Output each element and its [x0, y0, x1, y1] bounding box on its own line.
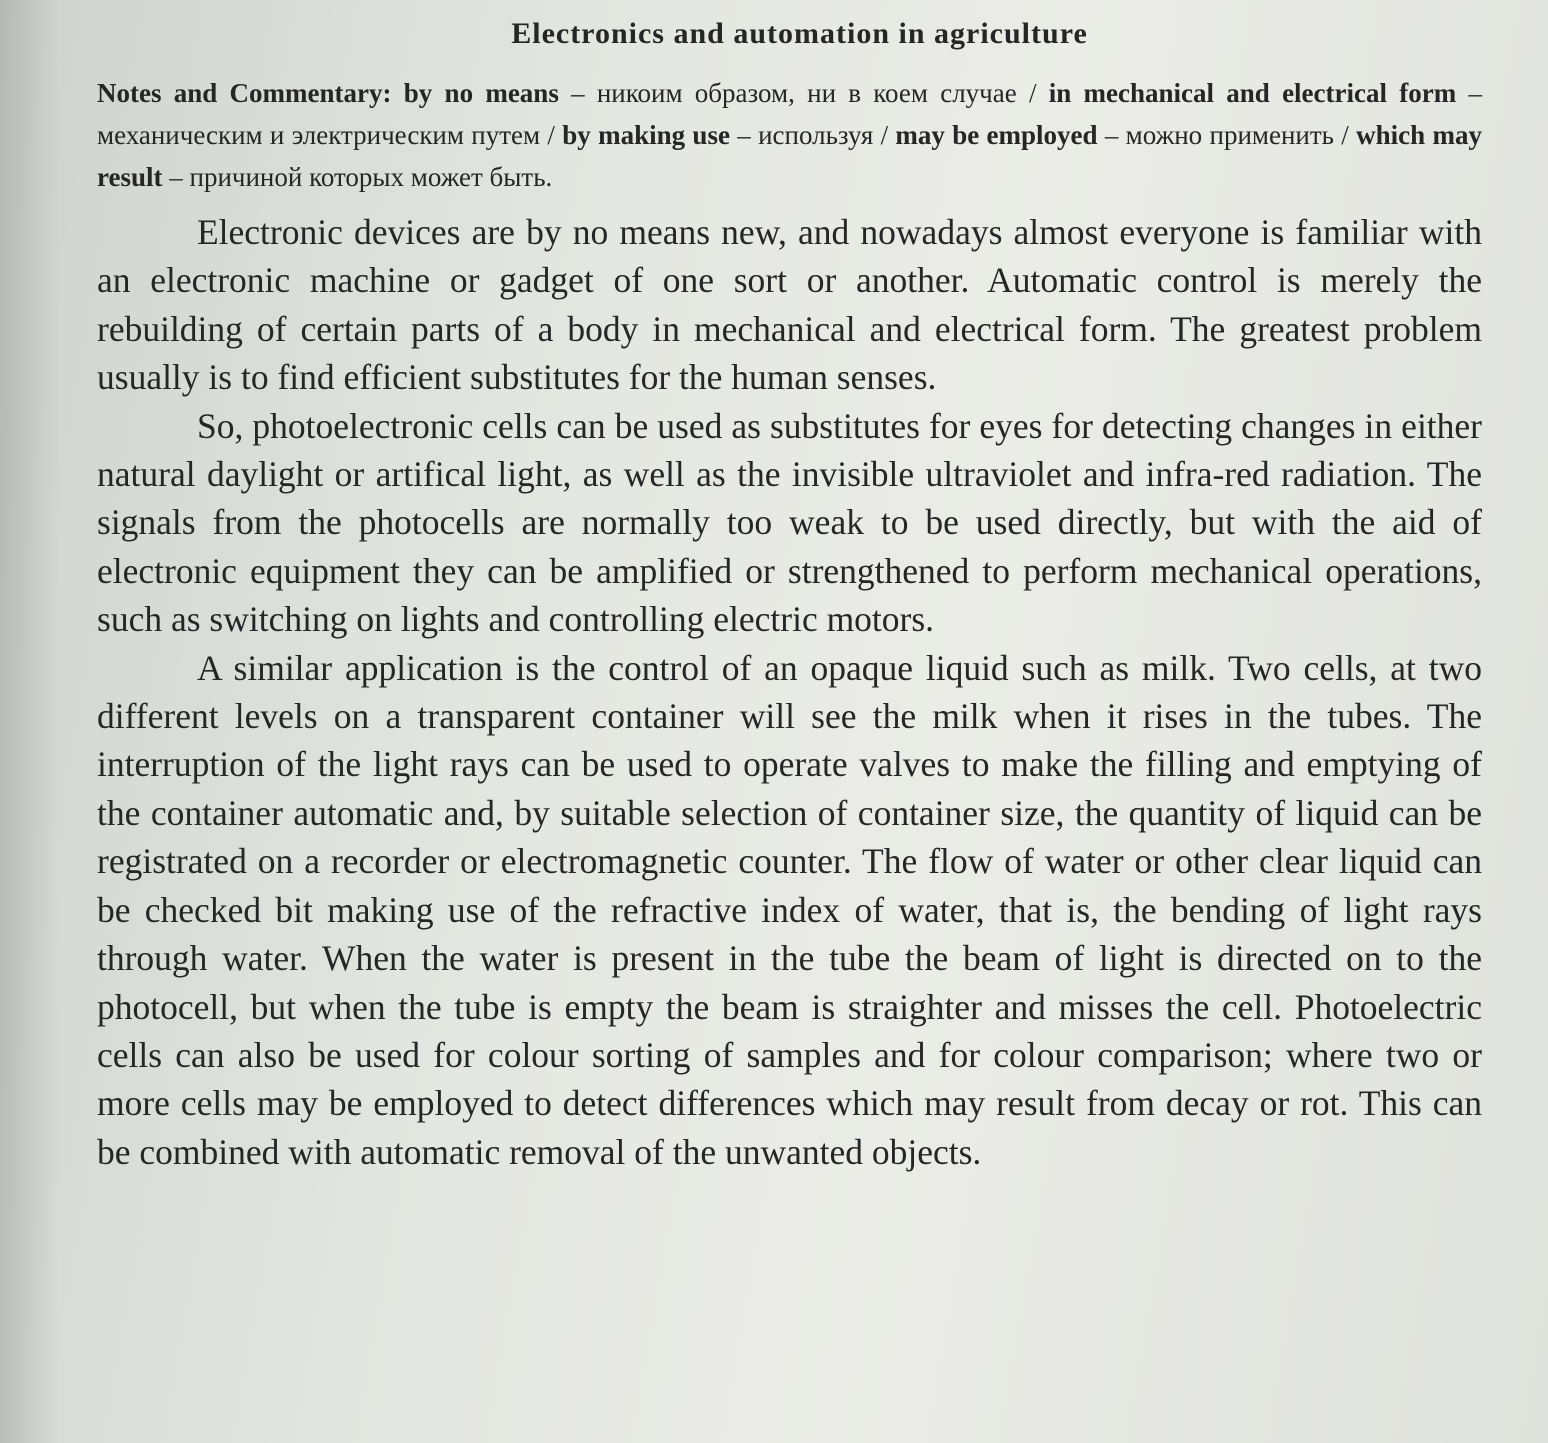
- body-paragraph: So, photoelectronic cells can be used as substitutes for eyes for detecting changes in either natural daylight or artifical light, as well as the invisible ultraviolet and infra-red radiation. The signals from the photocells are normally too weak to be used directly, but with the aid of electronic equipment they can be amplified or strengthened to perform mechanical operations, such as switching on lights and controlling electric motors.: [97, 405, 1482, 640]
- note-translation: можно применить: [1125, 120, 1334, 150]
- note-translation: причиной которых может быть.: [189, 162, 553, 192]
- page-shadow: [0, 0, 60, 1443]
- page-content: [97, 14, 1482, 1176]
- note-translation: механическим и электрическим путем: [97, 120, 541, 150]
- note-translation: никоим образом, ни в коем случае: [596, 78, 1017, 108]
- note-term: by making use: [562, 120, 730, 150]
- note-term: may be employed: [895, 120, 1098, 150]
- page-title: Electronics and automation in agriculture: [511, 17, 1088, 50]
- note-translation: используя: [758, 120, 874, 150]
- body-paragraph: Electronic devices are by no means new, and nowadays almost everyone is familiar with an electronic machine or gadget of one sort or another. Automatic control is merely the rebuilding of certain parts of a body in mechanical and electrical form. The greatest problem usually is to find efficient substitutes for the human senses.: [97, 212, 1482, 398]
- note-term: by no means: [403, 78, 559, 108]
- note-term: which may result: [97, 120, 1482, 192]
- body-paragraph: A similar application is the control of an opaque liquid such as milk. Two cells, at two different levels on a transparent container will see the milk when it rises in the tubes. The interruption of the light rays can be used to operate valves to make the filling and emptying of the container automatic and, by suitable selection of container size, the quantity of liquid can be registrated on a recorder or electromagnetic counter. The flow of water or other clear liquid can be checked bit making use of the refractive index of water, that is, the bending of light rays through water. When the water is present in the tube the beam of light is directed on to the photocell, but when the tube is empty the beam is straighter and misses the cell. Photoelectric cells can also be used for colour sorting of samples and for colour comparison; where two or more cells may be employed to detect differences which may result from decay or rot. This can be combined with automatic removal of the unwanted objects.: [97, 647, 1482, 1172]
- notes-commentary: Notes and Commentary: by no means – никоим образом, ни в коем случае / in mechanical and electrical form – механическим и электрическим путем / by making use – используя / may be employed – можно применить / which may result – причиной которых может быть.: [97, 78, 1482, 192]
- note-term: in mechanical and electrical form: [1048, 78, 1457, 108]
- notes-heading: Notes and Commentary:: [97, 78, 392, 108]
